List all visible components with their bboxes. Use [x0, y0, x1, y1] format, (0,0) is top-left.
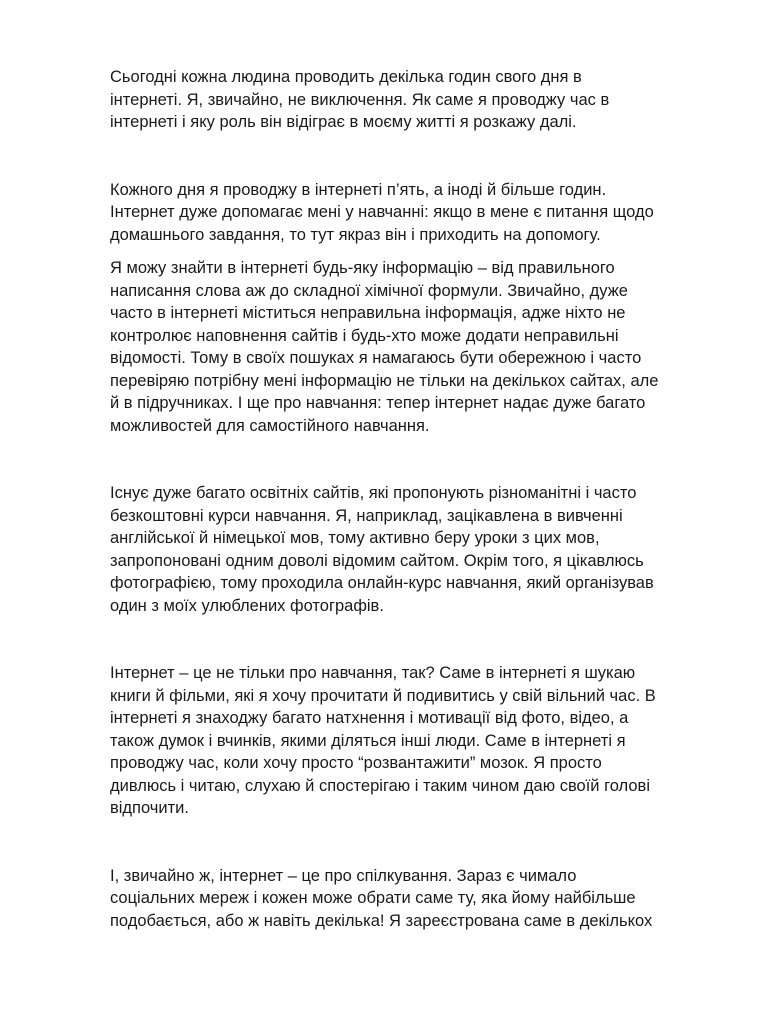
text-line: проводжу час, коли хочу просто “розвантажити” мозок. Я просто: [110, 754, 602, 772]
text-line: дивлюсь і читаю, слухаю й спостерігаю і таким чином даю своїй голові: [110, 776, 650, 795]
text-line: соціальних мереж і кожен може обрати саме ту, яка йому найбільше: [110, 889, 636, 907]
text-line: Інтернет – це не тільки про навчання, так? Саме в інтернеті я шукаю: [110, 664, 636, 682]
text-line: написання слова аж до складної хімічної формули. Звичайно, дуже: [110, 281, 628, 300]
paragraph-4: [110, 482, 720, 617]
text-line: й в підручниках. І ще про навчання: тепер інтернет надає дуже багато: [110, 394, 646, 412]
text-line: один з моїх улюблених фотографів.: [110, 596, 384, 615]
paragraph-5: [110, 662, 720, 820]
text-line: подобається, або ж навіть декілька! Я зареєстрована саме в декількох: [110, 911, 653, 930]
text-line: Кожного дня я проводжу в інтернеті п’ять, а іноді й більше годин.: [110, 180, 607, 199]
text-line: книги й фільми, які я хочу прочитати й подивитись у свій вільний час. В: [110, 686, 656, 705]
text-line: англійської й німецької мов, тому активно беру уроки з цих мов,: [110, 529, 600, 547]
paragraph-2: [110, 179, 720, 247]
paragraph-1: [110, 66, 720, 134]
text-line: відомості. Тому в своїх пошуках я намагаюсь бути обережною і часто: [110, 349, 642, 367]
text-line: Сьогодні кожна людина проводить декілька годин свого дня в: [110, 68, 582, 86]
text-line: Існує дуже багато освітніх сайтів, які пропонують різноманітні і часто: [110, 484, 637, 502]
text-line: інтернеті я знаходжу багато натхнення і мотивації від фото, відео, а: [110, 709, 629, 727]
paragraph-3: [110, 257, 720, 437]
paragraph-6: [110, 865, 720, 933]
text-line: перевіряю потрібну мені інформацію не тільки на декількох сайтах, але: [110, 371, 659, 390]
text-line: відпочити.: [110, 799, 189, 817]
text-line: контролює наповнення сайтів і будь-хто може додати неправильні: [110, 326, 619, 345]
text-line: також думок і вчинків, якими діляться інші люди. Саме в інтернеті я: [110, 731, 626, 750]
text-line: домашнього завдання, то тут якраз він і приходить на допомогу.: [110, 225, 601, 244]
text-line: Інтернет дуже допомагає мені у навчанні: якщо в мене є питання щодо: [110, 203, 654, 221]
text-line: інтернеті. Я, звичайно, не виключення. Як саме я проводжу час в: [110, 90, 610, 109]
text-line: Я можу знайти в інтернеті будь-яку інформацію – від правильного: [110, 259, 615, 277]
text-line: часто в інтернеті міститься неправильна інформація, адже ніхто не: [110, 304, 626, 322]
text-line: фотографією, тому проходила онлайн-курс навчання, який організував: [110, 574, 654, 592]
text-line: безкоштовні курси навчання. Я, наприклад, зацікавлена в вивченні: [110, 506, 623, 525]
text-line: запропоновані одним доволі відомим сайтом. Окрім того, я цікавлюсь: [110, 551, 644, 570]
text-line: інтернеті і яку роль він відіграє в моєму житті я розкажу далі.: [110, 113, 577, 131]
text-line: можливостей для самостійного навчання.: [110, 416, 430, 435]
text-line: І, звичайно ж, інтернет – це про спілкування. Зараз є чимало: [110, 866, 577, 885]
document-page: [110, 66, 720, 932]
